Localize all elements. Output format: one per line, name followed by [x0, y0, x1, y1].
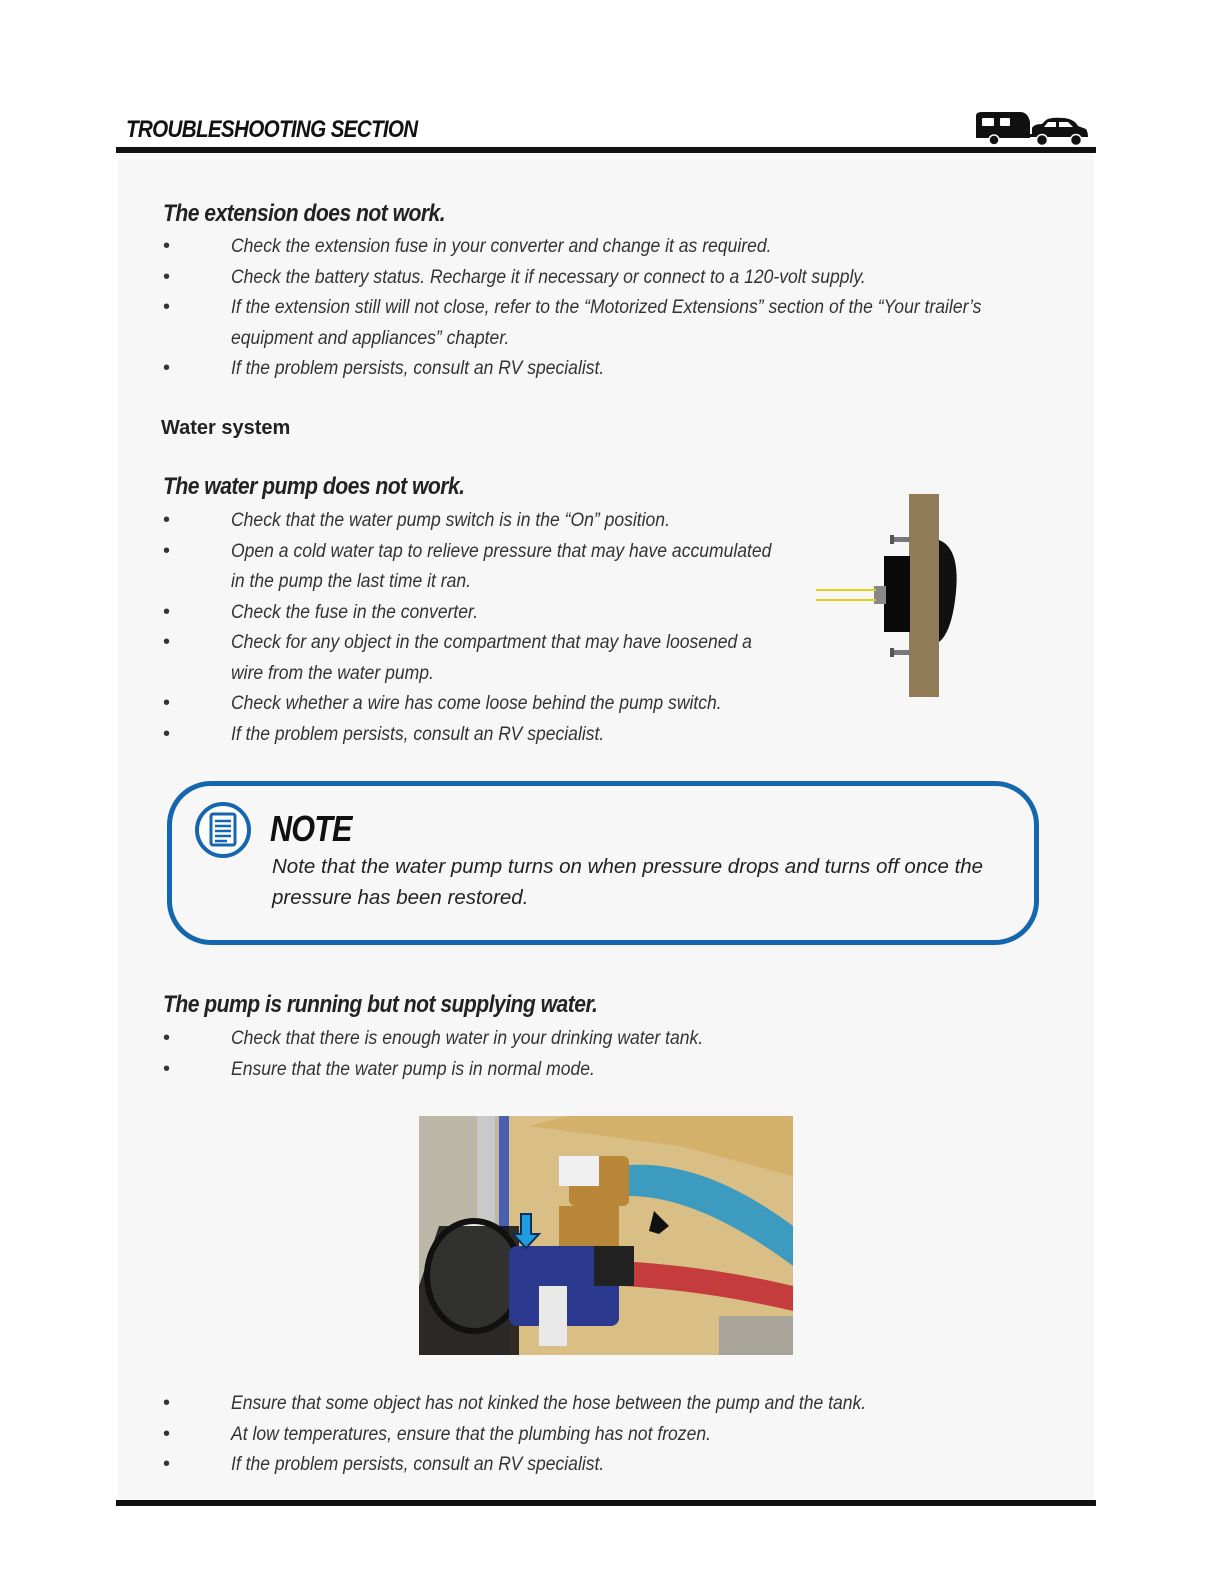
extension-list	[163, 231, 1023, 384]
list-item: • Ensure that some object has not kinked the hose between the pump and the tank.	[163, 1392, 867, 1414]
pump-not-work-heading: The water pump does not work.	[163, 473, 465, 500]
list-item: • If the problem persists, consult an RV specialist.	[163, 722, 605, 745]
trailer-and-car-icon	[972, 110, 1090, 152]
water-pump-photo	[419, 1116, 793, 1355]
pump-not-work-list	[163, 505, 775, 749]
water-system-heading: Water system	[161, 417, 291, 439]
pump-no-water-heading: The pump is running but not supplying water.	[163, 991, 598, 1018]
footer-rule	[116, 1500, 1096, 1506]
list-item: • Check the battery status. Recharge it if necessary or connect to a 120-volt supply.	[163, 265, 866, 288]
list-item: • If the problem persists, consult an RV specialist.	[163, 1453, 605, 1475]
pump-no-water-list-bottom	[163, 1388, 1023, 1480]
pump-switch-diagram	[812, 492, 962, 700]
list-item: • If the problem persists, consult an RV specialist.	[163, 357, 605, 379]
list-item: • Check whether a wire has come loose behind the pump switch.	[163, 692, 722, 714]
list-item: • Open a cold water tap to relieve pressure that may have accumulated in the pump the last time it ran.	[163, 539, 772, 592]
pump-no-water-list-top	[163, 1023, 1023, 1084]
note-title: NOTE	[270, 808, 352, 849]
list-item: • If the extension still will not close, refer to the “Motorized Extensions” section of the “Your trailer’s equipment and appliances” chapter.	[163, 296, 982, 349]
list-item: • Check the extension fuse in your converter and change it as required.	[163, 235, 772, 257]
list-item: • Check for any object in the compartment that may have loosened a wire from the water pump.	[163, 631, 752, 684]
list-item: • Ensure that the water pump is in normal mode.	[163, 1057, 595, 1080]
list-item: • Check that there is enough water in your drinking water tank.	[163, 1027, 704, 1049]
section-header-title: TROUBLESHOOTING SECTION	[126, 116, 418, 143]
header-rule	[116, 147, 1096, 153]
note-text: Note that the water pump turns on when pressure drops and turns off once the pressure has been restored.	[272, 855, 984, 909]
extension-heading: The extension does not work.	[163, 200, 446, 227]
list-item: • Check the fuse in the converter.	[163, 600, 479, 623]
list-item: • At low temperatures, ensure that the plumbing has not frozen.	[163, 1422, 711, 1445]
list-item: • Check that the water pump switch is in the “On” position.	[163, 509, 670, 531]
note-document-icon	[194, 801, 252, 859]
